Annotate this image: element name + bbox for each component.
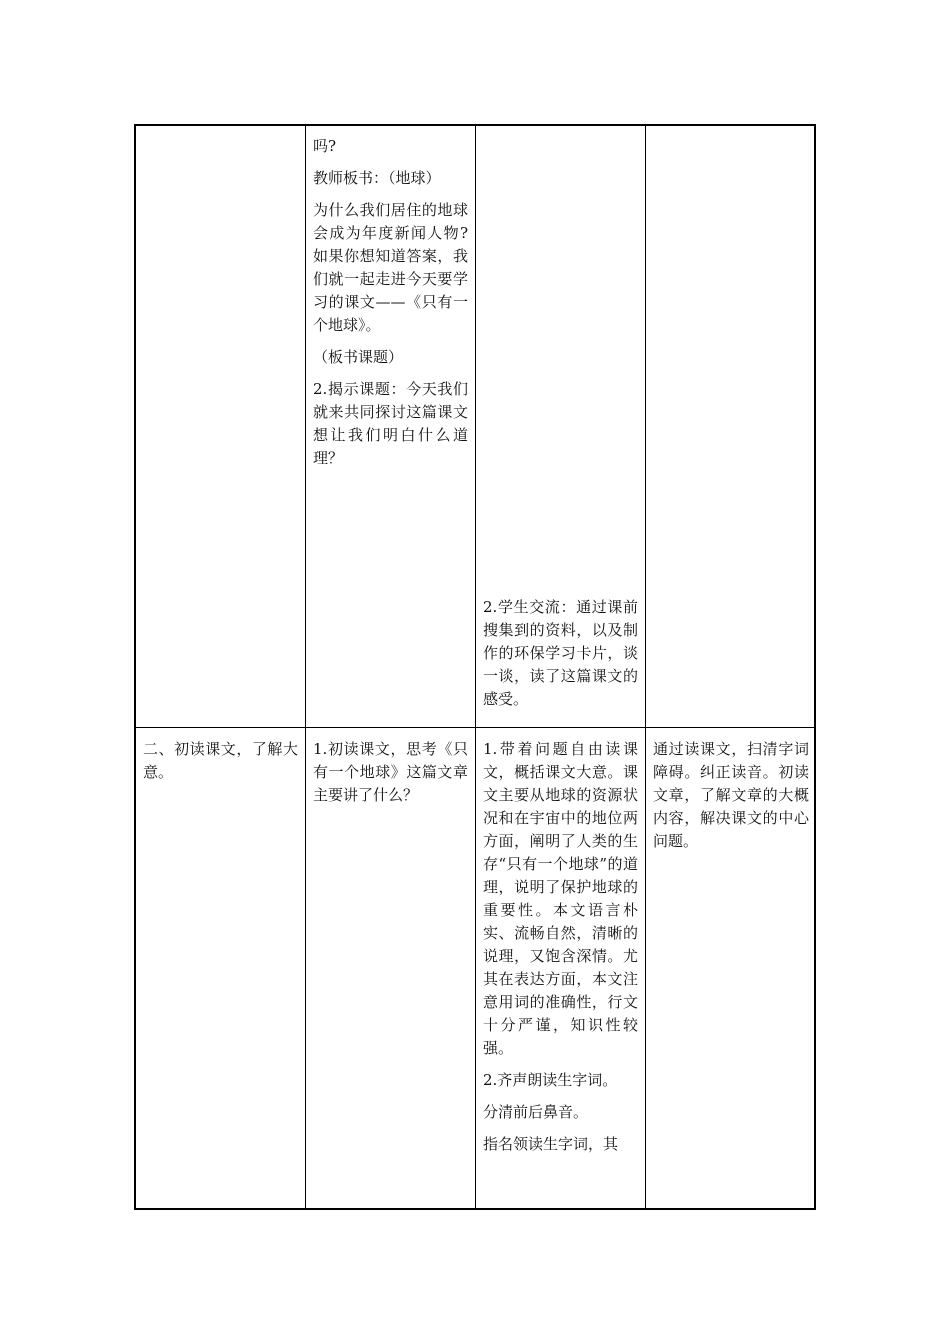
row1-teacher-cell <box>306 135 475 479</box>
teacher-text: 为什么我们居住的地球会成为年度新闻人物?如果你想知道答案，我们就一起走进今天要学习的课文——《只有一个地球》。 <box>313 201 468 334</box>
student-text: 1.带着问题自由读课文，概括课文大意。课文主要从地球的资源状况和在宇宙中的地位两方面，阐明了人类的生存“只有一个地球”的道理，说明了保护地球的重要性。本文语言朴实、流畅自然，清晰的说理，又饱含深情。尤其在表达方面，本文注意用词的准确性，行文十分严谨，知识性较强。 <box>483 740 638 1057</box>
lesson-plan-table <box>134 124 816 1210</box>
intent-text: 通过读课文，扫清字词障碍。纠正读音。初读文章，了解文章的大概内容，解决课文的中心问题。 <box>653 740 809 850</box>
student-text: 分清前后鼻音。 <box>483 1103 589 1121</box>
teacher-text: 1.初读课文，思考《只有一个地球》这篇文章主要讲了什么？ <box>313 740 468 804</box>
teacher-text: 2.揭示课题：今天我们就来共同探讨这篇课文想让我们明白什么道理？ <box>313 380 468 467</box>
teacher-text: 吗? <box>313 137 337 155</box>
student-text: 2.学生交流：通过课前搜集到的资料，以及制作的环保学习卡片，谈一谈，读了这篇课文的感受。 <box>483 598 638 708</box>
row2-intent-cell <box>646 738 816 862</box>
teacher-text: 教师板书：（地球） <box>313 169 441 187</box>
stage-text: 二、初读课文，了解大意。 <box>143 740 298 781</box>
row1-intent-cell <box>646 126 816 727</box>
row1-student-cell <box>476 596 645 711</box>
row2-stage-cell <box>136 738 305 793</box>
row1-stage-cell <box>136 126 305 727</box>
student-text: 指名领读生字词，其 <box>483 1135 619 1153</box>
student-text: 2.齐声朗读生字词。 <box>483 1071 618 1089</box>
row2-teacher-cell <box>306 738 475 816</box>
row-divider <box>136 727 814 728</box>
row2-student-cell <box>476 738 645 1156</box>
teacher-text: （板书课题） <box>313 348 404 366</box>
